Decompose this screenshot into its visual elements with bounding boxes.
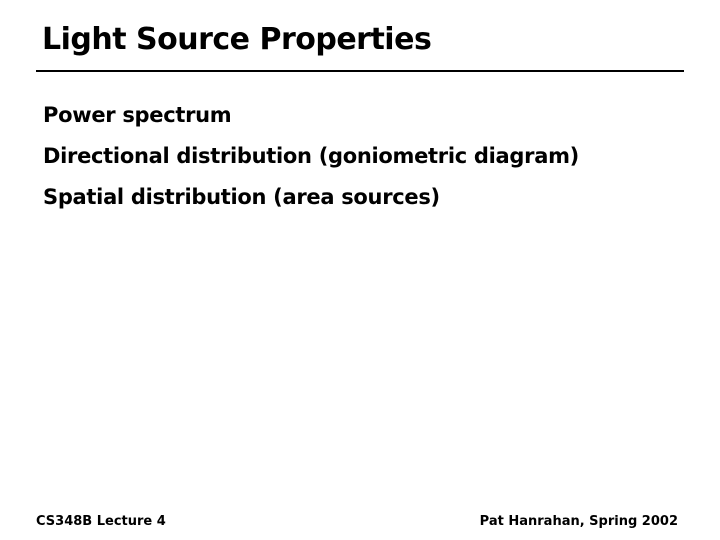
title-divider [36, 70, 684, 72]
slide-title: Light Source Properties [42, 22, 432, 57]
bullet-list [43, 95, 579, 218]
footer-course-label: CS348B Lecture 4 [36, 514, 166, 529]
footer-author-label: Pat Hanrahan, Spring 2002 [479, 514, 678, 529]
bullet-item-directional-distribution: Directional distribution (goniometric diagram) [43, 144, 579, 168]
bullet-item-power-spectrum: Power spectrum [43, 103, 232, 127]
bullet-item-spatial-distribution: Spatial distribution (area sources) [43, 185, 440, 209]
